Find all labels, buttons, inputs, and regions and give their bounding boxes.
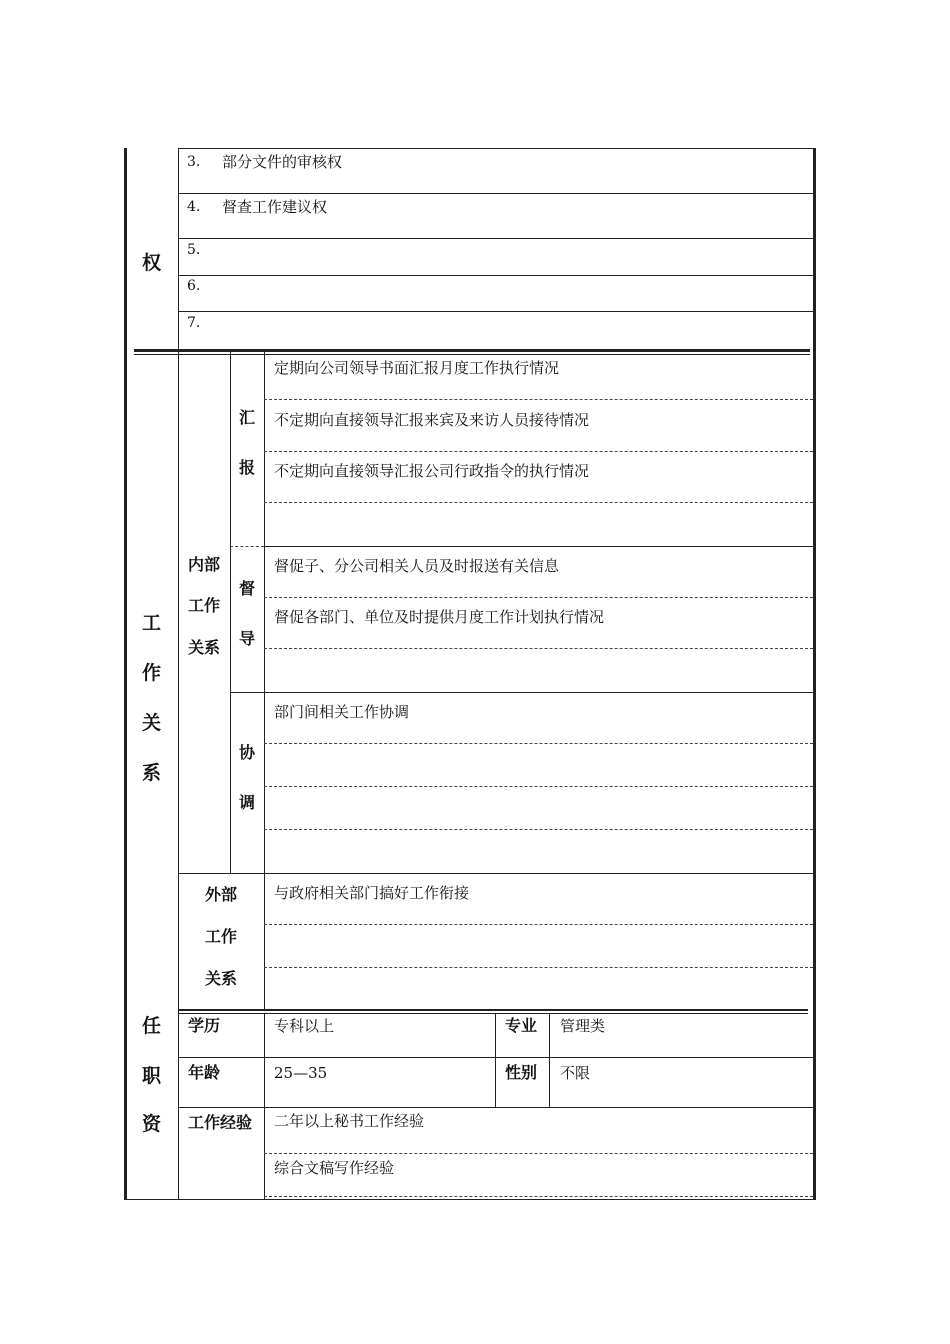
qual-mid-divider-2 [549,1013,550,1107]
content-divider [264,349,265,1009]
internal-label-1: 内部 [188,555,221,574]
report-label-1: 汇 [239,408,256,427]
external-label-1: 外部 [205,885,238,904]
age-label: 年龄 [188,1063,221,1082]
rights-item-4-num: 4. [187,199,201,215]
external-row-divider [264,924,813,925]
coordinate-row-divider [264,829,813,830]
gender-value: 不限 [560,1064,591,1082]
report-item-3: 不定期向直接领导汇报公司行政指令的执行情况 [274,462,590,480]
qualifications-label-3: 资 [142,1113,162,1135]
qual-content-divider [264,1013,265,1199]
table-right-border [813,148,816,1200]
report-row-divider [264,451,813,452]
external-label-3: 关系 [205,969,238,988]
experience-row-divider [264,1196,813,1197]
supervise-label-1: 督 [239,579,256,598]
rights-item-3-num: 3. [187,154,201,170]
coordinate-row-divider [264,786,813,787]
education-value: 专科以上 [274,1017,335,1035]
supervise-row-divider [264,648,813,649]
report-row-divider [264,399,813,400]
experience-label: 工作经验 [188,1113,253,1132]
supervise-label-2: 导 [239,629,256,648]
coordinate-item-1: 部门间相关工作协调 [274,703,410,721]
rights-label: 权 [142,252,162,274]
report-label-2: 报 [239,458,256,477]
coordinate-label-2: 调 [239,793,256,812]
table-top-border [178,148,813,149]
section-separator [134,349,810,352]
table-left-border [124,148,127,1200]
supervise-end-divider [230,692,813,693]
table-bottom-border [124,1199,816,1200]
rights-row-divider [178,238,813,239]
relations-label-1: 工 [142,612,162,634]
qualifications-separator [178,1009,808,1011]
internal-label-3: 关系 [188,638,221,657]
external-label-2: 工作 [205,927,238,946]
qualifications-separator-thin [178,1013,808,1014]
internal-label-2: 工作 [188,596,221,615]
experience-row-divider [264,1153,813,1154]
report-item-2: 不定期向直接领导汇报来宾及来访人员接待情况 [274,411,590,429]
supervise-item-1: 督促子、分公司相关人员及时报送有关信息 [274,557,560,575]
qual-row-divider [178,1057,813,1058]
qual-mid-divider [495,1013,496,1107]
external-row-divider [264,967,813,968]
rights-item-5-num: 5. [187,242,201,258]
age-value: 25—35 [274,1064,328,1082]
report-item-1: 定期向公司领导书面汇报月度工作执行情况 [274,359,560,377]
report-supervise-split [230,546,264,547]
rights-row-divider [178,275,813,276]
qual-row-divider [178,1107,813,1108]
relations-label-2: 作 [142,662,162,684]
rights-item-7-num: 7. [187,315,201,331]
relations-label-3: 关 [142,712,162,734]
report-row-divider [264,502,813,503]
rights-item-6-num: 6. [187,278,201,294]
section-separator-thin [134,354,810,355]
label-column-divider [178,148,179,1200]
external-item-1: 与政府相关部门搞好工作衔接 [274,884,470,902]
internal-divider [230,349,231,873]
education-label: 学历 [188,1016,221,1035]
supervise-item-2: 督促各部门、单位及时提供月度工作计划执行情况 [274,608,605,626]
relations-label-4: 系 [142,762,162,784]
coordinate-row-divider [264,743,813,744]
qualifications-label-1: 任 [142,1015,162,1037]
major-value: 管理类 [560,1017,606,1035]
internal-end-divider [178,873,813,874]
experience-item-1: 二年以上秘书工作经验 [274,1112,425,1130]
gender-label: 性别 [505,1063,538,1082]
experience-item-2: 综合文稿写作经验 [274,1159,395,1177]
qualifications-label-2: 职 [142,1065,162,1087]
report-end-divider [264,546,813,547]
supervise-row-divider [264,597,813,598]
major-label: 专业 [505,1016,538,1035]
rights-row-divider [178,193,813,194]
rights-item-3-text: 部分文件的审核权 [222,153,343,171]
coordinate-label-1: 协 [239,743,256,762]
rights-item-4-text: 督查工作建议权 [222,198,328,216]
rights-row-divider [178,311,813,312]
